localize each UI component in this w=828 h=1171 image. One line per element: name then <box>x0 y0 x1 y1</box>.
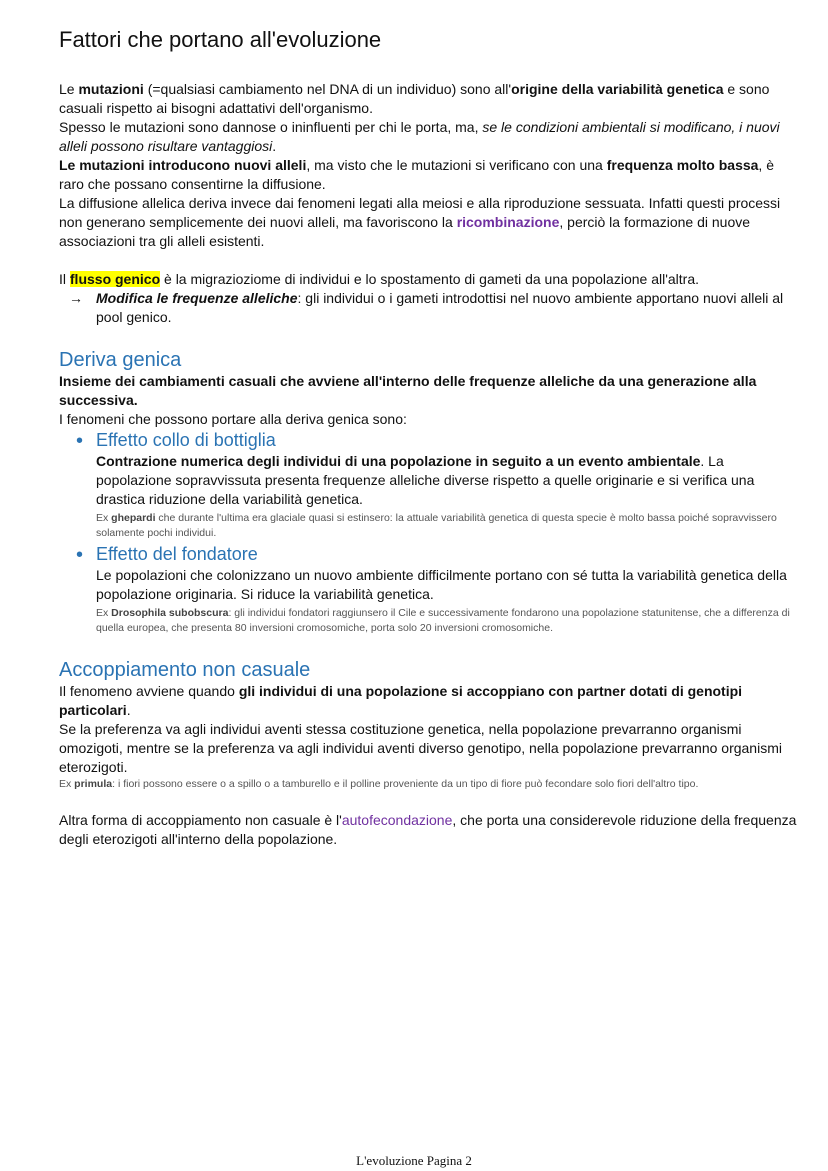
term-ricombinazione: ricombinazione <box>456 214 560 230</box>
page-title: Fattori che portano all'evoluzione <box>59 27 382 52</box>
arrow-item: → Modifica le frequenze alleliche: gli individui o i gameti introdottisi nel nuovo ambiente apportano nuovi alleli al pool genico. <box>69 290 784 325</box>
bullet-icon: • <box>76 544 84 566</box>
paragraph-nuovi-alleli: Le mutazioni introducono nuovi alleli, ma visto che le mutazioni si verificano con una frequenza molto bassa, è raro che possano consentirne la diffusione. <box>59 157 774 192</box>
paragraph-dannose: Spesso le mutazioni sono dannose o ininfluenti per chi le porta, ma, se le condizioni ambientali si modificano, i nuovi alleli possono risultare vantaggiosi. <box>59 119 780 154</box>
paragraph-fenomeni: I fenomeni che possono portare alla deriva genica sono: <box>59 411 407 427</box>
highlight-flusso-genico: flusso genico <box>69 271 161 287</box>
list-item: • Effetto collo di bottiglia Contrazione numerica degli individui di una popolazione in seguito a un evento ambientale. La popolazione sopravvissuta presenta frequenze alleliche diverse rispetto a quelle originarie e si verifica una drastica riduzione della variabilità genetica. Ex ghepardi che durante l'ultima era glaciale quasi si estinsero: la attuale variabilità genetica di questa specie è molto bassa poiché sopravvissero solamente pochi individui. <box>76 429 799 541</box>
heading-accoppiamento: Accoppiamento non casuale <box>59 659 311 681</box>
example-ghepardi: Ex ghepardi che durante l'ultima era glaciale quasi si estinsero: la attuale variabilità genetica di questa specie è molto bassa poiché sopravvissero solamente pochi individui. <box>96 512 777 539</box>
page-content <box>59 26 799 849</box>
paragraph-flusso-genico: Il flusso genico è la migrazioziome di individui e lo spostamento di gameti da una popolazione all'altra. <box>59 271 699 287</box>
arrow-icon: → <box>69 290 83 306</box>
heading-collo-bottiglia: Effetto collo di bottiglia <box>96 430 276 450</box>
heading-effetto-fondatore: Effetto del fondatore <box>96 544 258 564</box>
example-primula: Ex primula: i fiori possono essere o a spillo o a tamburello e il polline proveniente da un tipo di fiore può fecondare solo fiori dell'altro tipo. <box>59 778 699 790</box>
paragraph-preferenza: Se la preferenza va agli individui aventi stessa costituzione genetica, nella popolazione prevarranno organismi omozigoti, mentre se la preferenza va agli individui aventi diverso genotipo, nella popolazione prevarranno organismi eterozigoti. <box>59 721 782 775</box>
paragraph-diffusione: La diffusione allelica deriva invece dai fenomeni legati alla meiosi e alla riproduzione sessuata. Infatti questi processi non generano semplicemente dei nuovi alleli, ma favoriscono la ricombinazione, perciò la formazione di nuove associazioni tra gli alleli esistenti. <box>59 195 781 249</box>
definition-deriva: Insieme dei cambiamenti casuali che avviene all'interno delle frequenze alleliche da una generazione alla successiva. <box>59 373 757 408</box>
heading-deriva-genica: Deriva genica <box>59 349 182 371</box>
list-item: • Effetto del fondatore Le popolazioni che colonizzano un nuovo ambiente difficilmente portano con sé tutta la variabilità genetica della popolazione originaria. Si riduce la variabilità genetica. Ex Drosophila subobscura: gli individui fondatori raggiunsero il Cile e successivamente fondarono una popolazione statunitense, che a differenza di quella europea, che presenta 80 inversioni cromosomiche, porta solo 20 inversioni cromosomiche. <box>76 543 799 636</box>
term-autofecondazione: autofecondazione <box>341 812 453 828</box>
paragraph-fenomeno: Il fenomeno avviene quando gli individui di una popolazione si accoppiano con partner dotati di genotipi particolari. <box>59 683 743 718</box>
paragraph-autofecondazione: Altra forma di accoppiamento non casuale è l'autofecondazione, che porta una considerevole riduzione della frequenza degli eterozigoti all'interno della popolazione. <box>59 812 797 847</box>
page-footer: L'evoluzione Pagina 2 <box>356 1153 472 1168</box>
bullet-icon: • <box>76 430 84 452</box>
example-drosophila: Ex Drosophila subobscura: gli individui fondatori raggiunsero il Cile e successivamente fondarono una popolazione statunitense, che a differenza di quella europea, che presenta 80 inversioni cromosomiche, porta solo 20 inversioni cromosomiche. <box>96 607 790 634</box>
paragraph-mutazioni: Le mutazioni (=qualsiasi cambiamento nel DNA di un individuo) sono all'origine della variabilità genetica e sono casuali rispetto ai bisogni adattativi dell'organismo. <box>59 81 770 116</box>
